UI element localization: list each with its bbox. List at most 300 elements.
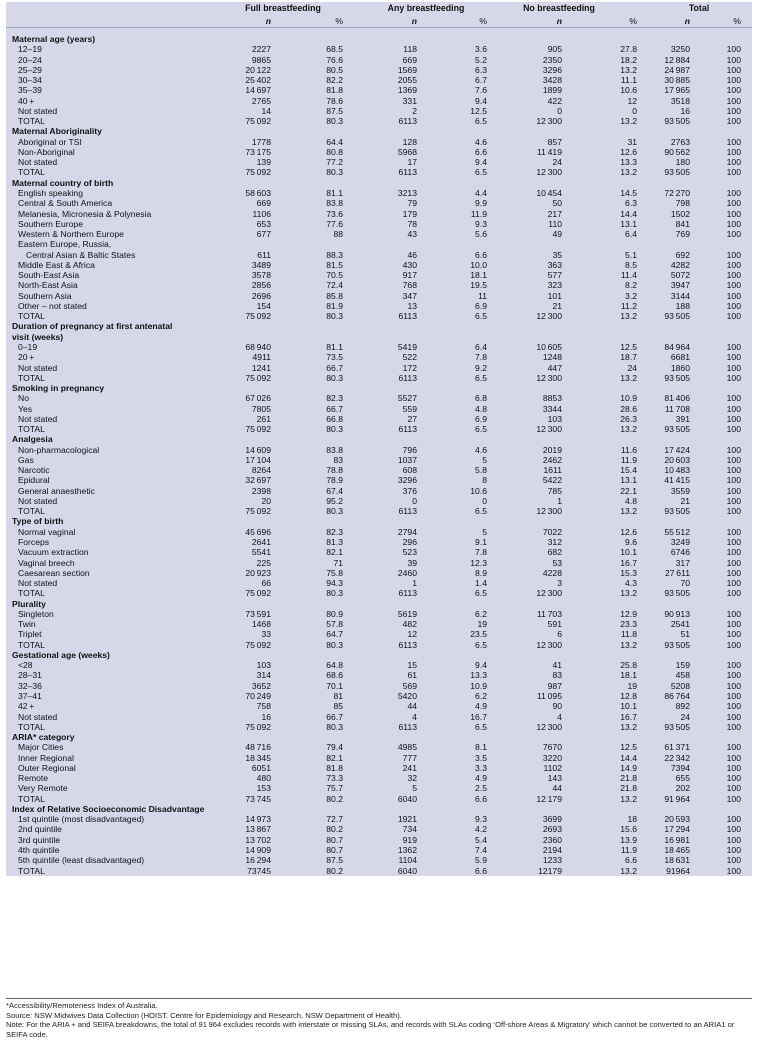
table-cell: 13.2 [620,116,637,127]
table-cell: 14.5 [620,187,637,198]
section-title: Maternal country of birth [12,177,114,188]
table-cell: 1899 [542,85,562,96]
table-cell: 669 [256,198,271,209]
table-cell: 80.8 [326,146,343,157]
table-cell: 0 [412,495,417,506]
table-cell: 11.6 [620,444,637,455]
table-cell: 73.5 [326,352,343,363]
table-row [6,363,752,373]
table-cell: 6.8 [475,393,487,404]
table-row [6,219,752,229]
table-cell: 919 [402,834,417,845]
row-label: General anaesthetic [18,485,95,496]
row-label: 3rd quintile [18,834,61,845]
table-cell: 64.7 [326,629,343,640]
table-cell: 12 [627,95,637,106]
table-cell: 100 [726,711,741,722]
row-label: North-East Asia [18,280,78,291]
table-cell: 655 [675,773,690,784]
table-cell: 23.5 [470,629,487,640]
table-cell: 11 419 [537,146,562,157]
table-cell: 12.6 [620,526,637,537]
table-cell: 11.1 [620,75,637,86]
row-label: English speaking [18,187,83,198]
table-cell: 13.3 [470,670,487,681]
row-label: 20–24 [18,54,42,65]
table-cell: 72.7 [326,814,343,825]
table-cell: 75 092 [245,506,271,517]
table-cell: 13 867 [245,824,271,835]
table-cell: 179 [402,208,417,219]
table-cell: 15.4 [620,465,637,476]
table-row [6,794,752,804]
row-label: 40 + [18,95,35,106]
table-cell: 9.6 [625,537,637,548]
table-cell: 18 631 [664,855,690,866]
table-cell: 20 923 [245,567,271,578]
table-cell: 312 [547,537,562,548]
table-cell: 100 [726,721,741,732]
table-body [6,34,752,876]
table-cell: 4 [412,711,417,722]
table-row [6,855,752,865]
table-row [6,157,752,167]
table-cell: 100 [726,465,741,476]
table-cell: 100 [726,444,741,455]
table-cell: 82.1 [326,752,343,763]
table-row [6,783,752,793]
row-label: Other – not stated [18,300,87,311]
table-cell: 4.9 [475,701,487,712]
table-cell: 3578 [251,270,271,281]
table-cell: 14 973 [245,814,271,825]
table-cell: 5208 [670,680,690,691]
table-cell: 5968 [397,146,417,157]
table-cell: 6.9 [475,413,487,424]
table-cell: 100 [726,742,741,753]
table-cell: 1104 [398,855,417,866]
table-cell: 480 [256,773,271,784]
row-label: Not stated [18,413,58,424]
table-cell: 100 [726,619,741,630]
table-cell: 19 [627,680,637,691]
table-cell: 1106 [252,208,271,219]
table-cell: 93 505 [664,588,690,599]
table-row [6,96,752,106]
table-cell: 13.2 [620,64,637,75]
row-label: 1st quintile (most disadvantaged) [18,814,145,825]
table-cell: 100 [726,691,741,701]
table-cell: 4.2 [475,824,487,835]
section-title: ARIA* category [12,732,75,743]
table-cell: 3.2 [625,290,637,301]
table-cell: 2398 [251,485,271,496]
row-label: Normal vaginal [18,526,76,537]
table-cell: 81.8 [326,762,343,773]
table-cell: 8264 [251,465,271,476]
row-label: Twin [18,619,36,630]
row-label: 0–19 [18,341,38,352]
table-cell: 100 [726,208,741,219]
table-cell: 17 104 [245,454,271,465]
table-cell: 82.2 [326,75,343,86]
table-cell: 100 [726,639,741,650]
table-cell: 100 [726,54,741,65]
table-cell: 83.8 [326,198,343,209]
row-label: Very Remote [18,783,68,794]
table-cell: 81.5 [326,259,343,270]
table-cell: 100 [726,506,741,517]
table-cell: 18 345 [245,752,271,763]
table-cell: 70.1 [326,680,343,691]
section-header-row [6,434,752,444]
table-cell: 78.9 [326,475,343,486]
table-cell: 27 [407,413,417,424]
table-cell: 2763 [670,136,690,147]
table-cell: 93 505 [664,372,690,383]
table-row [6,568,752,578]
table-row [6,578,752,588]
table-cell: 13.2 [620,721,637,732]
table-cell: 21 [680,495,690,506]
table-cell: 75 092 [245,372,271,383]
section-header-row [6,321,752,331]
table-cell: 81.9 [326,300,343,311]
table-cell: 72 270 [664,187,690,198]
row-label: Southern Asia [18,290,72,301]
table-row [6,352,752,362]
table-cell: 6113 [398,639,417,650]
table-cell: 75.7 [326,783,343,794]
table-cell: 84 964 [664,341,690,352]
row-label: 5th quintile (least disadvantaged) [18,855,145,866]
table-cell: 100 [726,855,741,866]
table-cell: 100 [726,259,741,270]
table-cell: 79.4 [326,742,343,753]
table-cell: 45 696 [245,526,271,537]
table-cell: 12179 [538,865,562,876]
table-cell: 1248 [542,352,562,363]
table-cell: 6.2 [475,691,487,701]
table-cell: 5.2 [475,54,487,65]
table-cell: 90 562 [664,146,690,157]
table-cell: 1362 [397,844,417,855]
table-cell: 41 [552,660,562,671]
table-row [6,147,752,157]
table-cell: 12 300 [536,116,562,127]
table-cell: 15.3 [620,567,637,578]
table-cell: 6.2 [475,608,487,619]
table-cell: 154 [256,300,271,311]
table-cell: 100 [726,290,741,301]
row-label: Gas [18,454,34,465]
table-cell: 12 300 [536,639,562,650]
table-cell: 2541 [670,619,690,630]
table-row [6,763,752,773]
table-cell: 80.3 [326,372,343,383]
table-cell: 91 964 [664,793,690,804]
table-cell: 64.8 [326,660,343,671]
table-cell: 2765 [251,95,271,106]
table-cell: 100 [726,660,741,671]
breastfeeding-table [6,2,752,876]
table-cell: 4282 [670,259,690,270]
table-cell: 323 [547,280,562,291]
sub-header-n: n [265,16,271,26]
table-cell: 70 [680,578,690,589]
table-cell: 100 [726,413,741,424]
table-cell: 20 122 [245,64,271,75]
table-cell: 100 [726,116,741,127]
table-cell: 61 [407,670,417,681]
row-label: 25–29 [18,64,42,75]
table-cell: 83 [552,670,562,681]
section-header-row [6,383,752,393]
section-header-row [6,516,752,526]
table-cell: 12 300 [536,506,562,517]
table-cell: 21 [552,300,562,311]
table-cell: 58 603 [245,187,271,198]
table-cell: 6040 [397,793,417,804]
table-cell: 17 965 [664,85,690,96]
table-cell: 758 [256,701,271,712]
table-cell: 100 [726,249,741,260]
row-label: Non-Aboriginal [18,146,75,157]
table-cell: 19 [477,619,487,630]
table-cell: 180 [675,157,690,168]
row-label: Remote [18,773,49,784]
table-row [6,106,752,116]
table-cell: 3296 [397,475,417,486]
exclusion-note: Note: For the ARIA + and SEIFA breakdowns, the total of 91 964 excludes records with interstate or missing SLAs, and records with SLAs coding ‘Off-shore Areas & Migratory’ which cannot be converted to an ARIA1 or SEIFA code. [6,1020,735,1039]
table-cell: 9.4 [475,157,487,168]
table-cell: 10 605 [536,341,562,352]
table-cell: 93 505 [664,116,690,127]
table-cell: 70.5 [326,270,343,281]
table-row [6,250,752,260]
section-header-row [6,732,752,742]
table-row [6,424,752,434]
table-cell: 10.9 [470,680,487,691]
table-cell: 7.6 [475,85,487,96]
row-label: TOTAL [18,639,45,650]
table-cell: 1611 [543,465,562,476]
table-cell: 41 415 [664,475,690,486]
table-row [6,486,752,496]
table-cell: 14.4 [620,208,637,219]
table-cell: 3249 [670,537,690,548]
table-cell: 6.5 [475,116,487,127]
table-cell: 2350 [542,54,562,65]
table-cell: 559 [402,403,417,414]
table-cell: 61 371 [664,742,690,753]
table-cell: 13.2 [620,167,637,178]
table-cell: 128 [402,136,417,147]
table-cell: 11.2 [620,300,637,311]
table-cell: 3213 [397,187,417,198]
sub-header-n: n [411,16,417,26]
table-cell: 75 092 [245,167,271,178]
table-cell: 9.1 [475,537,487,548]
section-title: Analgesia [12,434,53,445]
table-cell: 64.4 [326,136,343,147]
table-cell: 5 [482,454,487,465]
row-label: Epidural [18,475,50,486]
row-label: Major Cities [18,742,64,753]
table-cell: 1233 [542,855,562,866]
table-cell: 100 [726,105,741,116]
sub-header-pct: % [479,16,487,26]
table-cell: 13.2 [620,588,637,599]
row-label: Melanesia, Micronesia & Polynesia [18,208,152,219]
table-cell: 3296 [542,64,562,75]
table-cell: 100 [726,865,741,876]
table-cell: 100 [726,588,741,599]
row-label: TOTAL [18,588,45,599]
table-cell: 81.1 [326,187,343,198]
table-cell: 68.5 [326,44,343,55]
row-label: Non-pharmacological [18,444,100,455]
table-cell: 2462 [542,454,562,465]
row-label: Vaginal breech [18,557,75,568]
table-cell: 2460 [397,567,417,578]
table-cell: 11 [478,290,487,301]
table-cell: 100 [726,280,741,291]
table-cell: 6113 [398,167,417,178]
table-cell: 28.6 [620,403,637,414]
table-row [6,311,752,321]
table-cell: 1569 [397,64,417,75]
table-cell: 153 [256,783,271,794]
table-cell: 31 [627,136,637,147]
table-cell: 6.6 [625,855,637,866]
table-row [6,414,752,424]
table-cell: 16 [680,105,690,116]
table-cell: 103 [256,660,271,671]
row-label: 4th quintile [18,844,60,855]
table-cell: 6.5 [475,167,487,178]
table-cell: 93 505 [664,506,690,517]
table-cell: 80.3 [326,311,343,322]
table-cell: 75 092 [245,721,271,732]
table-cell: 796 [402,444,417,455]
table-cell: 9.9 [475,198,487,209]
table-cell: 100 [726,567,741,578]
table-cell: 5 [412,783,417,794]
table-cell: 857 [547,136,562,147]
table-cell: 100 [726,834,741,845]
table-cell: 13.2 [620,793,637,804]
table-cell: 682 [547,547,562,558]
table-cell: 85.8 [326,290,343,301]
table-cell: 6681 [670,352,690,363]
footnote-aria: *Accessibility/Remoteness Index of Australia. [6,1001,158,1010]
row-label: Vacuum extraction [18,547,89,558]
table-cell: 81.8 [326,85,343,96]
table-cell: 296 [402,537,417,548]
table-cell: 100 [726,547,741,558]
table-cell: 33 [261,629,271,640]
table-cell: 100 [726,167,741,178]
row-label: Forceps [18,537,50,548]
table-cell: 35 [552,249,562,260]
table-cell: 67 026 [245,393,271,404]
table-cell: 100 [726,218,741,229]
table-cell: 18 465 [664,844,690,855]
row-label: Not stated [18,157,58,168]
table-cell: 57.8 [326,619,343,630]
table-row [6,866,752,876]
table-row [6,773,752,783]
table-cell: 6.5 [475,372,487,383]
row-label: TOTAL [18,424,45,435]
row-label: 12–19 [18,44,42,55]
section-header-row [6,126,752,136]
table-cell: 16.7 [620,557,637,568]
table-cell: 24 [627,362,637,373]
table-cell: 4.4 [475,187,487,198]
table-cell: 987 [547,680,562,691]
table-cell: 100 [726,701,741,712]
table-cell: 4.3 [625,578,637,589]
table-cell: 11.8 [620,629,637,640]
table-cell: 6040 [397,865,417,876]
section-title: Duration of pregnancy at first antenatal [12,321,173,332]
table-cell: 9.3 [475,218,487,229]
table-cell: 18 [627,814,637,825]
table-row [6,198,752,208]
table-cell: 66.7 [326,403,343,414]
row-label: <28 [18,660,33,671]
table-cell: 12 300 [536,424,562,435]
table-cell: 3699 [542,814,562,825]
row-label: TOTAL [18,372,45,383]
table-cell: 692 [675,249,690,260]
table-cell: 100 [726,157,741,168]
table-cell: 100 [726,557,741,568]
table-cell: 75 092 [245,311,271,322]
table-cell: 80.2 [326,824,343,835]
table-row [6,209,752,219]
table-cell: 4.9 [475,773,487,784]
table-cell: 68.6 [326,670,343,681]
row-label: Eastern Europe, Russia, [18,239,112,250]
table-cell: 261 [256,413,271,424]
table-cell: 11.4 [620,270,637,281]
table-cell: 6113 [398,506,417,517]
table-cell: 6113 [398,311,417,322]
table-cell: 6113 [398,721,417,732]
table-cell: 6.5 [475,639,487,650]
table-cell: 12.5 [470,105,487,116]
table-cell: 66 [261,578,271,589]
table-cell: 100 [726,64,741,75]
table-cell: 4.6 [475,444,487,455]
table-cell: 17 424 [664,444,690,455]
group-header-total: Total [688,3,710,13]
table-cell: 523 [402,547,417,558]
table-cell: 9865 [251,54,271,65]
table-row [6,588,752,598]
table-cell: 1369 [397,85,417,96]
table-cell: 8.2 [625,280,637,291]
table-cell: 100 [726,198,741,209]
table-cell: 5072 [670,270,690,281]
row-label: Aboriginal or TSI [18,136,82,147]
table-cell: 11.9 [470,208,487,219]
table-cell: 100 [726,537,741,548]
table-cell: 569 [402,680,417,691]
